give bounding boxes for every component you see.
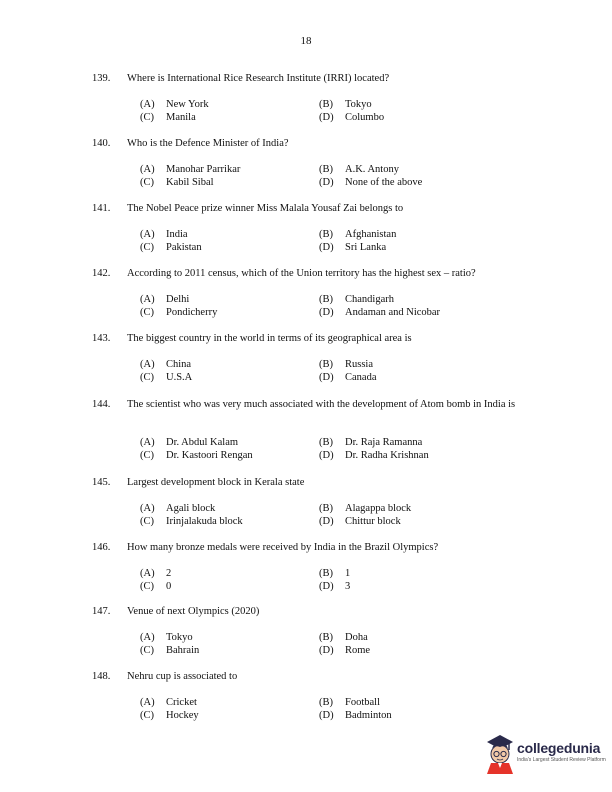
question-number: 141. [92, 203, 111, 214]
option-label: (B) [319, 503, 333, 514]
question-number: 139. [92, 73, 111, 84]
question-number: 140. [92, 138, 111, 149]
option-d [319, 580, 350, 593]
option-d [319, 241, 386, 254]
option-label: (B) [319, 568, 333, 579]
option-label: (B) [319, 437, 333, 448]
option-label: (A) [140, 568, 155, 579]
question-text: Where is International Rice Research Institute (IRRI) located? [127, 73, 390, 84]
option-text: Chandigarh [345, 294, 394, 305]
option-text: Manohar Parrikar [166, 164, 241, 175]
option-text: None of the above [345, 177, 423, 188]
option-label: (A) [140, 294, 155, 305]
option-label: (D) [319, 710, 334, 721]
option-label: (A) [140, 632, 155, 643]
option-label: (C) [140, 645, 154, 656]
question-text: Venue of next Olympics (2020) [127, 606, 260, 617]
option-a [140, 436, 238, 449]
option-text: A.K. Antony [345, 164, 399, 175]
option-a [140, 358, 191, 371]
option-text: Hockey [166, 710, 199, 721]
option-label: (C) [140, 242, 154, 253]
option-b [319, 98, 372, 111]
option-text: Afghanistan [345, 229, 397, 240]
option-text: Badminton [345, 710, 392, 721]
option-label: (C) [140, 581, 154, 592]
option-label: (C) [140, 112, 154, 123]
option-label: (D) [319, 581, 334, 592]
option-text: Russia [345, 359, 374, 370]
option-label: (C) [140, 450, 154, 461]
option-text: Tokyo [166, 632, 193, 643]
option-b [319, 696, 380, 709]
option-label: (B) [319, 359, 333, 370]
option-d [319, 449, 429, 462]
option-c [140, 176, 214, 189]
option-text: Columbo [345, 112, 385, 123]
question-text: The Nobel Peace prize winner Miss Malala Yousaf Zai belongs to [127, 203, 404, 214]
option-label: (B) [319, 294, 333, 305]
option-b [319, 228, 396, 241]
option-c [140, 449, 253, 462]
option-text: 2 [166, 568, 172, 579]
option-text: Dr. Kastoori Rengan [166, 450, 253, 461]
option-a [140, 502, 215, 515]
option-text: 0 [166, 581, 172, 592]
option-label: (B) [319, 697, 333, 708]
option-label: (A) [140, 437, 155, 448]
option-label: (C) [140, 710, 154, 721]
option-text: Alagappa block [345, 503, 412, 514]
option-label: (B) [319, 99, 333, 110]
question-text: Largest development block in Kerala state [127, 477, 305, 488]
option-text: Delhi [166, 294, 190, 305]
option-label: (D) [319, 307, 334, 318]
option-b [319, 436, 422, 449]
option-label: (C) [140, 177, 154, 188]
option-label: (C) [140, 372, 154, 383]
option-label: (D) [319, 177, 334, 188]
option-d [319, 709, 392, 722]
option-text: Tokyo [345, 99, 372, 110]
option-label: (B) [319, 229, 333, 240]
option-a [140, 163, 240, 176]
option-text: Sri Lanka [345, 242, 387, 253]
option-text: Manila [166, 112, 196, 123]
option-label: (D) [319, 112, 334, 123]
option-label: (A) [140, 164, 155, 175]
option-d [319, 306, 440, 319]
option-text: China [166, 359, 192, 370]
option-label: (D) [319, 372, 334, 383]
question-number: 148. [92, 671, 111, 682]
question-number: 143. [92, 333, 111, 344]
option-text: Rome [345, 645, 371, 656]
option-label: (B) [319, 164, 333, 175]
option-text: Doha [345, 632, 368, 643]
option-c [140, 515, 243, 528]
option-a [140, 293, 189, 306]
question-number: 147. [92, 606, 111, 617]
option-text: Dr. Raja Ramanna [345, 437, 423, 448]
option-d [319, 371, 377, 384]
option-label: (D) [319, 450, 334, 461]
option-text: U.S.A [166, 372, 193, 383]
question-text: The scientist who was very much associated with the development of Atom bomb in India is [127, 399, 516, 410]
option-text: 3 [345, 581, 351, 592]
question-number: 145. [92, 477, 111, 488]
option-c [140, 371, 192, 384]
option-b [319, 502, 411, 515]
option-c [140, 111, 196, 124]
question-number: 142. [92, 268, 111, 279]
option-text: Cricket [166, 697, 197, 708]
option-label: (A) [140, 359, 155, 370]
option-label: (D) [319, 516, 334, 527]
option-d [319, 644, 370, 657]
option-a [140, 228, 188, 241]
option-c [140, 709, 199, 722]
option-label: (C) [140, 516, 154, 527]
option-text: 1 [345, 568, 351, 579]
option-text: New York [166, 99, 209, 110]
option-text: Pondicherry [166, 307, 218, 318]
question-text: Who is the Defence Minister of India? [127, 138, 289, 149]
option-c [140, 644, 199, 657]
page-number: 18 [300, 35, 312, 47]
question-text: The biggest country in the world in terms of its geographical area is [127, 333, 412, 344]
option-text: Pakistan [166, 242, 202, 253]
question-text: According to 2011 census, which of the Union territory has the highest sex – ratio? [127, 268, 476, 279]
option-text: Andaman and Nicobar [345, 307, 441, 318]
option-label: (A) [140, 697, 155, 708]
option-label: (C) [140, 307, 154, 318]
option-c [140, 241, 202, 254]
option-d [319, 515, 401, 528]
option-text: Dr. Radha Krishnan [345, 450, 429, 461]
option-a [140, 98, 209, 111]
option-a [140, 696, 197, 709]
option-text: Kabil Sibal [166, 177, 214, 188]
option-c [140, 580, 171, 593]
option-a [140, 631, 193, 644]
option-text: Canada [345, 372, 377, 383]
option-b [319, 163, 399, 176]
option-text: Irinjalakuda block [166, 516, 243, 527]
option-label: (A) [140, 229, 155, 240]
option-b [319, 293, 394, 306]
option-a [140, 567, 171, 580]
question-text: How many bronze medals were received by India in the Brazil Olympics? [127, 542, 439, 553]
option-label: (B) [319, 632, 333, 643]
option-text: Agali block [166, 503, 216, 514]
option-d [319, 111, 384, 124]
option-label: (D) [319, 242, 334, 253]
option-c [140, 306, 217, 319]
option-text: Bahrain [166, 645, 200, 656]
option-label: (A) [140, 503, 155, 514]
option-b [319, 567, 350, 580]
logo-mascot-icon [483, 730, 517, 774]
question-number: 144. [92, 399, 111, 410]
question-text: Nehru cup is associated to [127, 671, 238, 682]
option-text: India [166, 229, 188, 240]
option-text: Chittur block [345, 516, 401, 527]
option-label: (D) [319, 645, 334, 656]
question-number: 146. [92, 542, 111, 553]
logo-wordmark: collegedunia [517, 740, 601, 756]
logo-tagline: India's Largest Student Review Platform [517, 757, 606, 763]
option-d [319, 176, 422, 189]
option-text: Football [345, 697, 381, 708]
option-label: (A) [140, 99, 155, 110]
option-b [319, 358, 373, 371]
option-b [319, 631, 368, 644]
option-text: Dr. Abdul Kalam [166, 437, 239, 448]
